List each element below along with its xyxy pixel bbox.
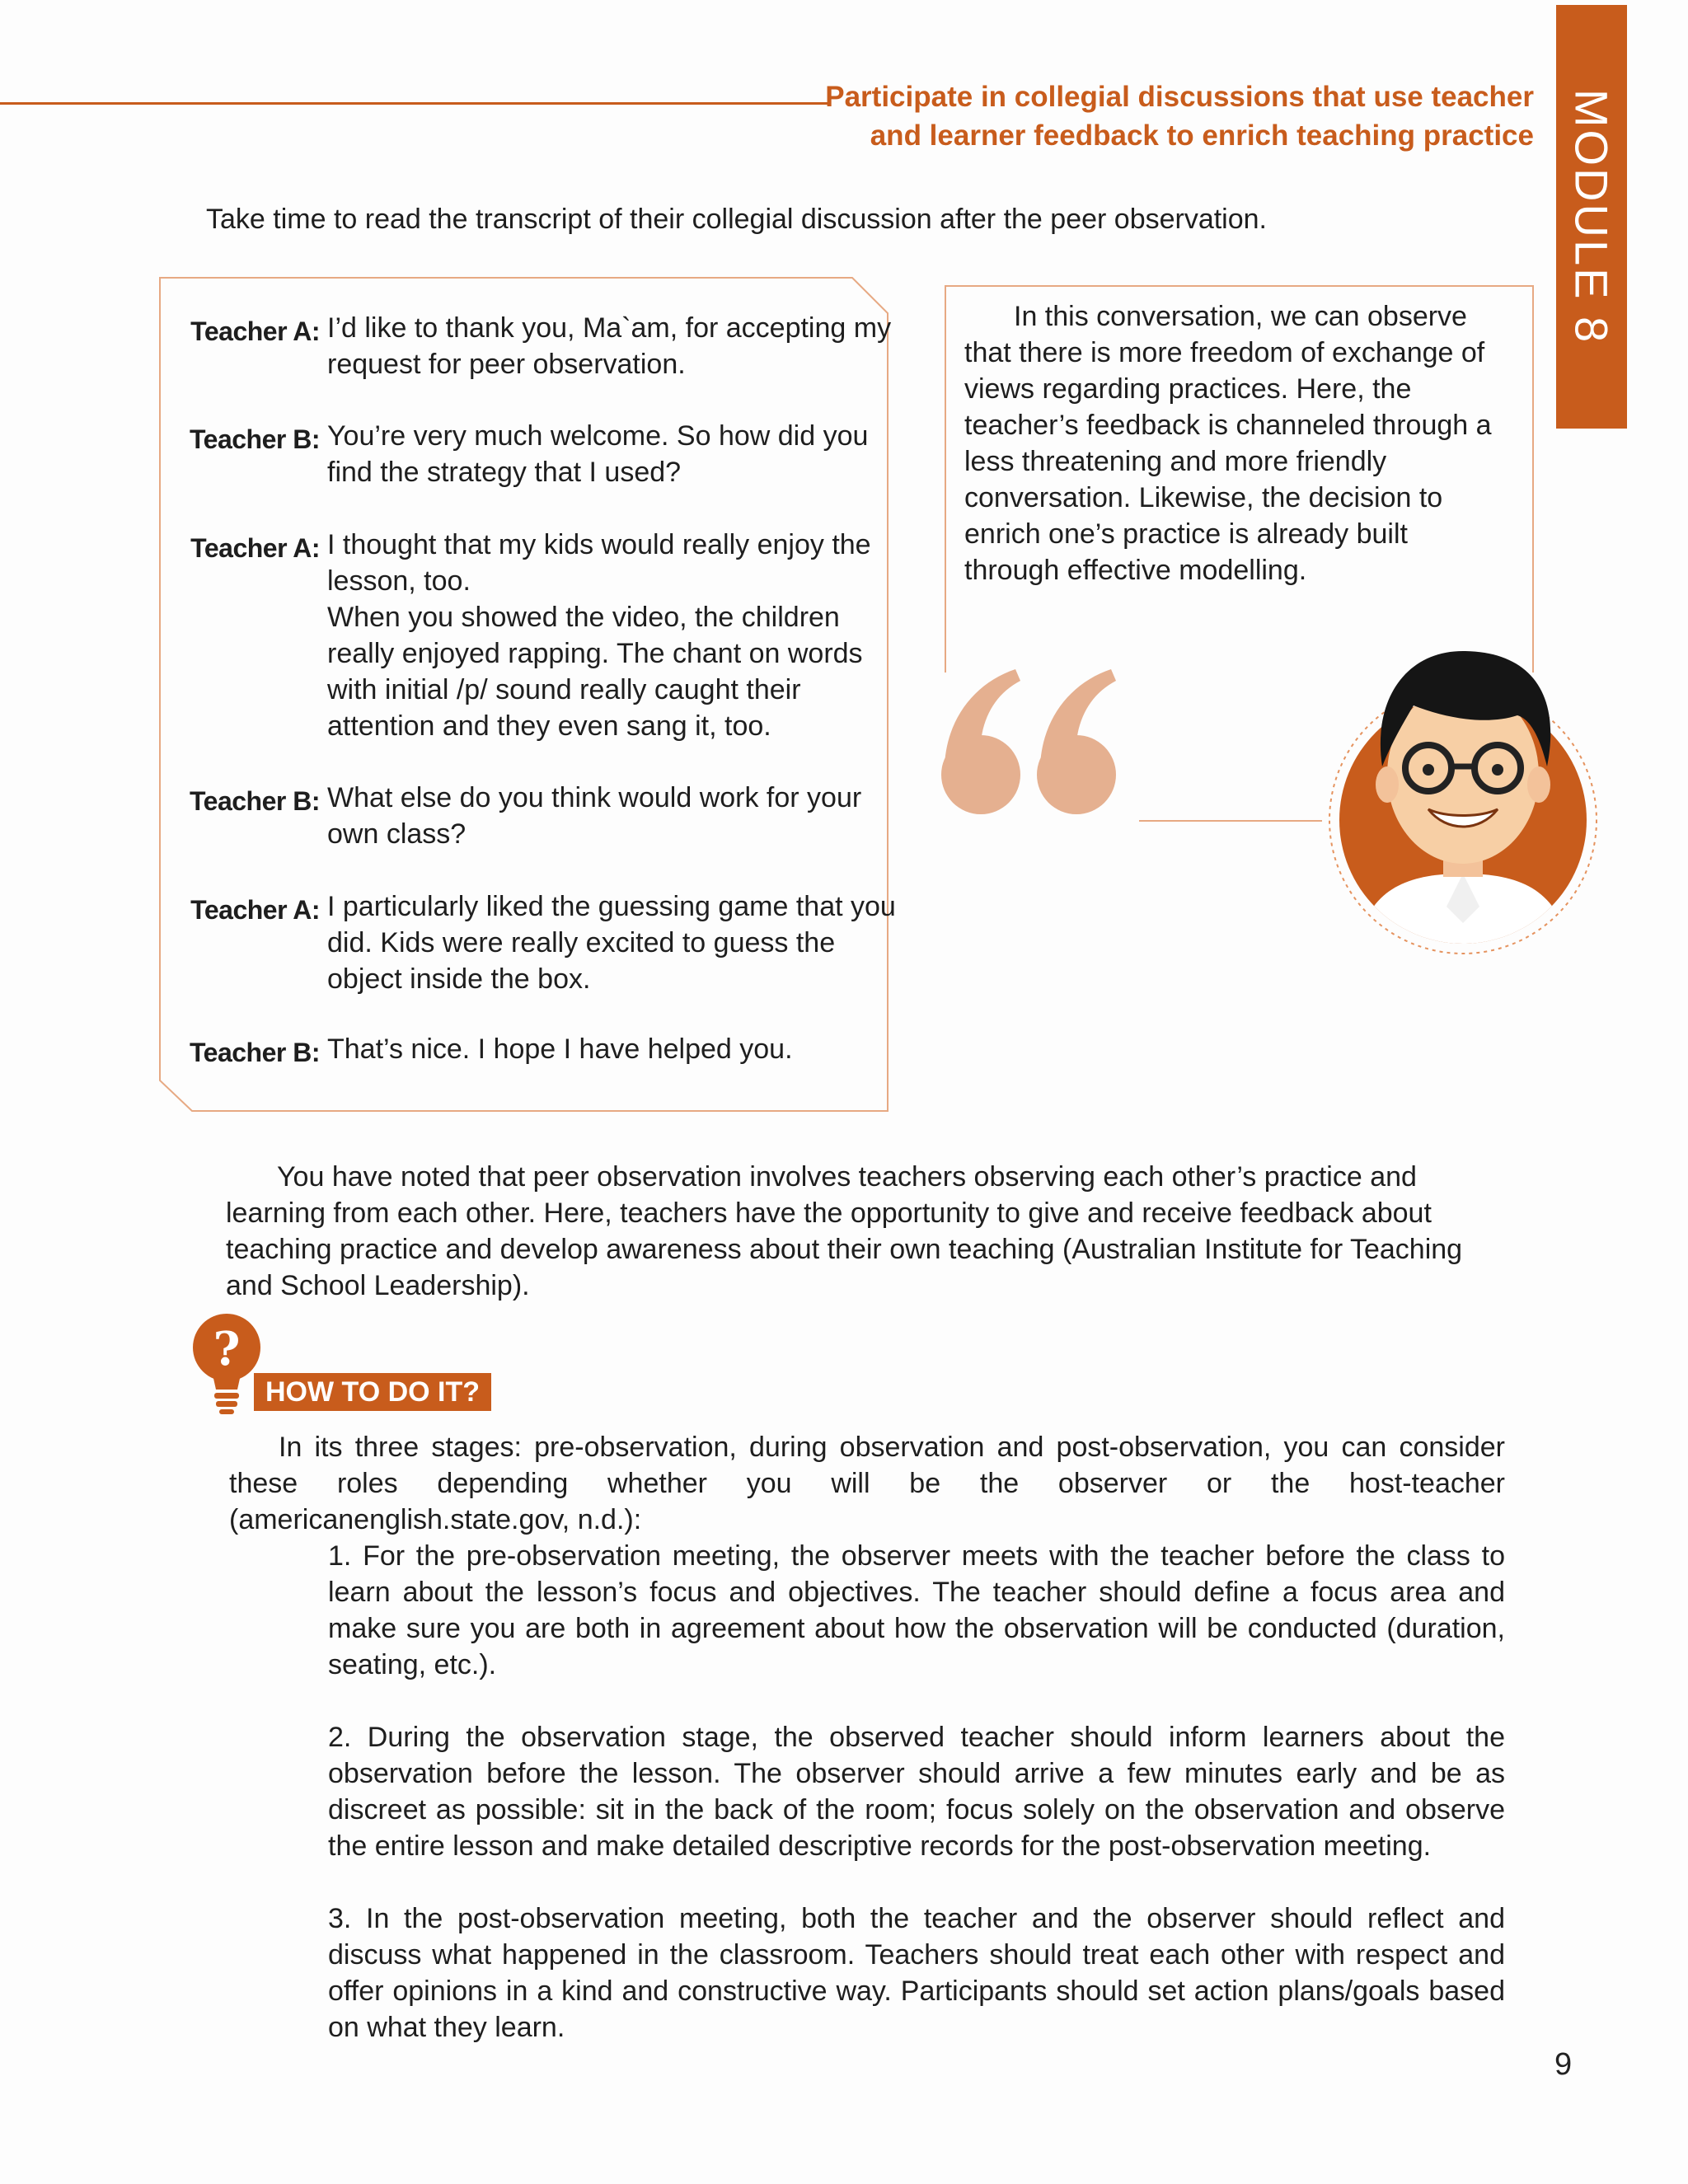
connector-line	[1139, 820, 1322, 822]
teacher-avatar	[1323, 626, 1603, 956]
question-bulb-icon	[190, 1310, 264, 1418]
dialogue-speaker: Teacher A:	[190, 316, 320, 346]
dialogue-speaker: Teacher B:	[189, 424, 320, 454]
module-tab-label: MODULE 8	[1565, 88, 1618, 345]
intro-text: Take time to read the transcript of their collegial discussion after the peer observation.	[206, 204, 1268, 235]
peer-observation-paragraph: You have noted that peer observation involves teachers observing each other’s practice and learning from each other. Here, teachers have the opportunity to give and receive feedback about teaching practice and develop awareness about their own teaching (Australian Institute for Teaching and School Leadership).	[226, 1161, 1463, 1301]
dialogue-text: What else do you think would work for your own class?	[327, 782, 862, 850]
page-header-title	[792, 77, 1534, 155]
dialogue-speaker: Teacher A:	[190, 895, 320, 925]
how-to-do-it-heading: HOW TO DO IT?	[254, 1373, 491, 1411]
dialogue-speaker: Teacher B:	[189, 786, 320, 816]
dialogue-text: When you showed the video, the children really enjoyed rapping. The chant on words with initial /p/ sound really caught their attention and they even sang it, too.	[327, 602, 863, 742]
step-item: 1. For the pre-observation meeting, the observer meets with the teacher before the class to learn about the lesson’s focus and objectives. The teacher should define a focus area and make sure you are both in agreement about how the observation will be conducted (duration, seating, etc.).	[328, 1540, 1505, 1680]
dialogue-text: I’d like to thank you, Ma`am, for accepting my request for peer observation.	[327, 312, 892, 380]
module-tab	[1556, 5, 1627, 429]
header-title-line-1: Participate in collegial discussions that use teacher	[825, 81, 1534, 113]
dialogue-text: You’re very much welcome. So how did you find the strategy that I used?	[327, 420, 869, 488]
step-item: 3. In the post-observation meeting, both the teacher and the observer should reflect and discuss what happened in the classroom. Teachers should treat each other with respect and offer opinions in a kind and constructive way. Participants should set action plans/goals based on what they learn.	[328, 1903, 1505, 2043]
dialogue-speaker: Teacher A:	[190, 533, 320, 563]
dialogue-text: I thought that my kids would really enjoy the lesson, too.	[327, 529, 871, 597]
quote-mark-icon	[930, 651, 1128, 824]
dialogue-text: I particularly liked the guessing game that you did. Kids were really excited to guess the object inside the box.	[327, 891, 896, 995]
dialogue-text: That’s nice. I hope I have helped you.	[327, 1033, 793, 1065]
header-rule	[0, 102, 831, 105]
observation-callout	[945, 285, 1534, 674]
svg-text:?: ?	[213, 1322, 241, 1376]
observation-text: In this conversation, we can observe that there is more freedom of exchange of views regarding practices. Here, the teacher’s feedback is channeled through a less threatening and more friendly conversation. Likewise, the decision to enrich one’s practice is already built through effective modelling.	[964, 301, 1492, 586]
step-item: 2. During the observation stage, the observed teacher should inform learners about the observation before the lesson. The observer should arrive a few minutes early and be as discreet as possible: sit in the back of the room; focus solely on the observation and observe the entire lesson and make detailed descriptive records for the post-observation meeting.	[328, 1722, 1505, 1862]
stages-intro: In its three stages: pre-observation, during observation and post-observation, you can consider these roles depending whether you will be the observer or the host-teacher (americanenglish.state.gov, n.d.):	[229, 1432, 1505, 1535]
dialogue-speaker: Teacher B:	[189, 1038, 320, 1067]
header-title-line-2: and learner feedback to enrich teaching practice	[870, 120, 1534, 152]
dialogue-transcript-box	[159, 277, 896, 1113]
page-number: 9	[1554, 2047, 1573, 2082]
